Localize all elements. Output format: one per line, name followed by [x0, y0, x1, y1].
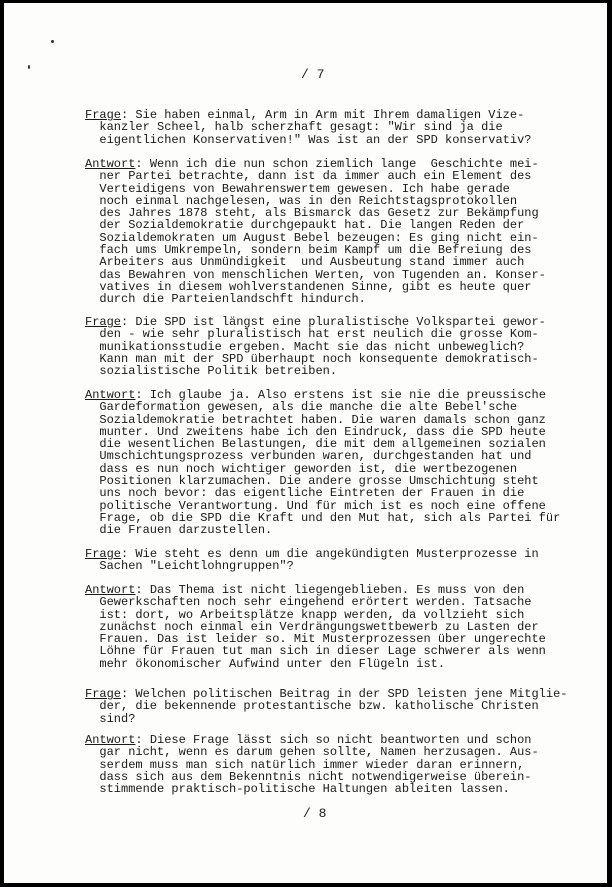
- scan-speck: [51, 40, 54, 43]
- text-line: Arbeiters aus Unmündigkeit und Ausbeutung stand immer auch: [85, 255, 525, 270]
- text-line: sozialistische Politik betreiben.: [85, 364, 338, 379]
- text-line: stimmende praktisch-politische Haltungen ableiten lassen.: [85, 782, 510, 797]
- page-number: / 7: [301, 67, 325, 82]
- text-line: der, die bekennende protestantische bzw. katholische Christen: [85, 699, 539, 714]
- text-line: dass sich aus dem Bekenntnis nicht notwendigerweise überein-: [85, 769, 532, 784]
- text-line: Antwort: Das Thema ist nicht liegengeblieben. Es muss von den: [85, 583, 525, 597]
- text-line: fach ums Umkrempeln, sondern beim Kampf um die Befreiung des: [85, 243, 532, 258]
- text-line: ist: dort, wo Arbeitsplätze knapp werden, da vollzieht sich: [85, 607, 525, 622]
- speaker-label: Frage: [85, 315, 122, 329]
- text-line: die wesentlichen Belastungen, die mit dem allgemeinen sozialen: [85, 437, 546, 452]
- speaker-label: Antwort: [85, 388, 136, 402]
- speaker-label: Antwort: [85, 157, 136, 171]
- text-line: zunächst noch einmal ein Verdrängungswettbewerb zu Lasten der: [85, 619, 539, 634]
- text-line: Gewerkschaften noch sehr eingehend erörtert werden. Tatsache: [85, 595, 532, 610]
- text-line: gar nicht, wenn es darum gehen sollte, Namen herzusagen. Aus-: [85, 745, 539, 760]
- text-line: serdem muss man sich natürlich immer wieder daran erinnern,: [85, 757, 525, 772]
- text-line: mehr ökonomischer Aufwind unter den Flügeln ist.: [85, 656, 446, 671]
- text-line: Umschichtungsprozess verbunden waren, durchgestanden hat und: [85, 449, 532, 464]
- text-line: Frage: Die SPD ist längst eine pluralistische Volkspartei gewor-: [85, 315, 546, 329]
- text-line: noch einmal nachgelesen, was in den Reichtstagsprotokollen: [85, 193, 518, 208]
- text-line: Antwort: Wenn ich die nun schon ziemlich lange Geschichte mei-: [85, 157, 539, 171]
- text-line: Positionen klarzumachen. Die andere grosse Umschichtung steht: [85, 474, 539, 489]
- text-line: eigentlichen Konservativen!" Was ist an der SPD konservativ?: [85, 132, 532, 147]
- text-line: Sachen "Leichtlohngruppen"?: [85, 559, 294, 574]
- answer-block: [85, 734, 605, 795]
- answer-block: [85, 158, 605, 306]
- text-line: Sozialdemokraten um August Bebel bezeugen: Es ging nicht ein-: [85, 230, 539, 245]
- next-page-marker: / 8: [303, 806, 327, 821]
- speaker-label: Antwort: [85, 583, 136, 597]
- text-line: vatives in diesem wohlverstandenen Sinne, gibt es heute quer: [85, 279, 532, 294]
- text-line: munikationsstudie ergeben. Macht sie das nicht unbeweglich?: [85, 339, 525, 354]
- text-line: sind?: [85, 711, 136, 726]
- question-block: [85, 316, 605, 377]
- text-line: Antwort: Ich glaube ja. Also erstens ist sie nie die preussische: [85, 388, 546, 402]
- text-line: Antwort: Diese Frage lässt sich so nicht beantworten und schon: [85, 733, 532, 747]
- question-block: [85, 109, 605, 146]
- text-line: Kann man mit der SPD überhaupt noch konsequente demokratisch-: [85, 351, 539, 366]
- question-block: [85, 548, 605, 573]
- text-line: politische Verantwortung. Und für mich ist es noch eine offene: [85, 498, 546, 513]
- text-line: Sozialdemokratie betrachtet haben. Die waren damals schon ganz: [85, 412, 546, 427]
- answer-block: [85, 389, 605, 537]
- speaker-label: Frage: [85, 687, 122, 701]
- text-line: den - wie sehr pluralistisch hat erst neulich die grosse Kom-: [85, 327, 539, 342]
- answer-block: [85, 584, 605, 670]
- text-line: Gardeformation gewesen, als die manche die alte Bebel'sche: [85, 400, 518, 415]
- text-line: des Jahres 1878 steht, als Bismarck das Gesetz zur Bekämpfung: [85, 206, 539, 221]
- text-line: Verteidigens von Bewahrenswertem gewesen. Ich habe gerade: [85, 181, 510, 196]
- speaker-label: Frage: [85, 547, 122, 561]
- text-line: Löhne für Frauen tut man sich in dieser Lage schwerer als wenn: [85, 644, 546, 659]
- text-line: munter. Und zweitens habe ich den Eindruck, dass die SPD heute: [85, 424, 546, 439]
- text-line: das Bewahren von menschlichen Werten, von Tugenden an. Konser-: [85, 267, 546, 282]
- speaker-label: Frage: [85, 108, 122, 122]
- question-block: [85, 688, 605, 725]
- scan-speck: [28, 65, 30, 69]
- text-line: kanzler Scheel, halb scherzhaft gesagt: "Wir sind ja die: [85, 120, 503, 135]
- document-page: [4, 3, 607, 883]
- text-line: durch die Parteienlandschft hindurch.: [85, 292, 366, 307]
- text-line: Frage, ob die SPD die Kraft und den Mut hat, sich als Partei für: [85, 510, 561, 525]
- text-line: Frage: Wie steht es denn um die angekündigten Musterprozesse in: [85, 547, 539, 561]
- text-line: Frage: Sie haben einmal, Arm in Arm mit Ihrem damaligen Vize-: [85, 108, 525, 122]
- text-line: Frauen. Das ist leider so. Mit Musterprozessen über ungerechte: [85, 632, 546, 647]
- text-line: die Frauen darzustellen.: [85, 523, 273, 538]
- speaker-label: Antwort: [85, 733, 136, 747]
- text-line: Frage: Welchen politischen Beitrag in der SPD leisten jene Mitglie-: [85, 687, 568, 701]
- text-line: der Sozialdemokratie durchgepaukt hat. Die langen Reden der: [85, 218, 525, 233]
- text-line: dass es nun noch wichtiger geworden ist, die wertbezogenen: [85, 461, 518, 476]
- text-line: uns noch bevor: das eigentliche Eintreten der Frauen in die: [85, 486, 525, 501]
- text-line: ner Partei betrachte, dann ist da immer auch ein Element des: [85, 169, 532, 184]
